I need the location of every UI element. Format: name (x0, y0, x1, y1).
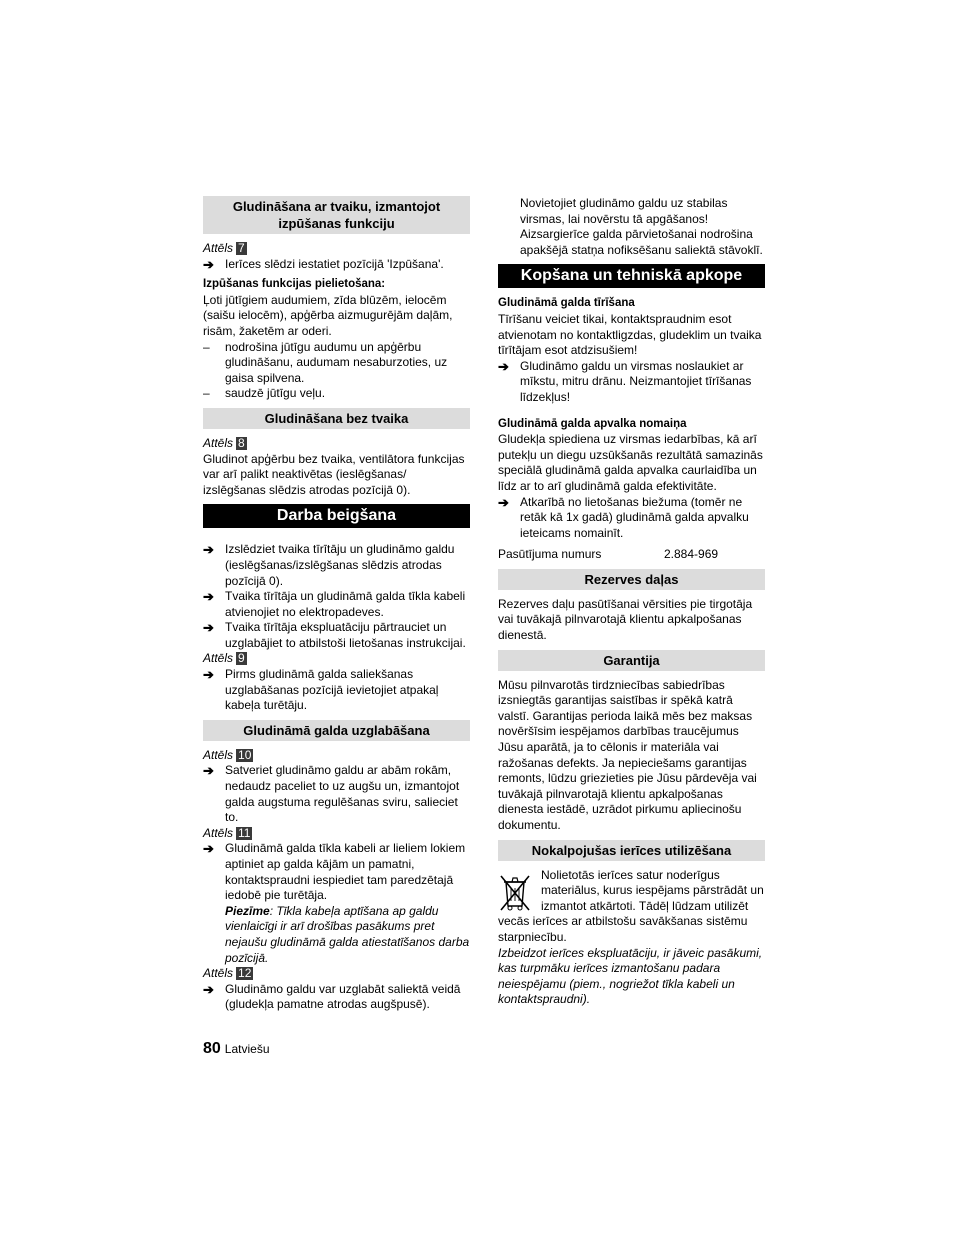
page-footer (203, 1040, 270, 1058)
figure-number: 9 (238, 651, 245, 666)
arrow-right-icon: ➔ (203, 589, 214, 605)
instruction-item: ➔ Izslēdziet tvaika tīrītāju un gludināmo galdu (ieslēgšanas/izslēgšanas slēdzis atrodas pozīcijā 0). (203, 542, 455, 588)
figure-ref-11: Attēls 11 (203, 825, 251, 840)
subheading-cover-replace: Gludināmā galda apvalka nomaiņa (498, 417, 687, 430)
order-value: 2.884-969 (664, 547, 719, 562)
figure-number: 7 (238, 241, 245, 255)
paragraph: Aizsargierīce galda pārvietošanai nodrošina apakšējā statņa nofiksēšanu saliektā stāvoklī. (520, 227, 763, 257)
instruction-item: ➔ Gludināmā galda tīkla kabeli ar lieliem lokiem aptiniet ap galda kājām un pamatni, kontaktspraudni iespiediet tam paredzētajā iedobē pie turētāja. (203, 841, 466, 903)
paragraph: Mūsu pilnvarotās tirdzniecības sabiedrības izsniegtās garantijas saistības ir spēkā katrā valstī. Garantijas perioda laikā mēs bez maksas novēršīsim iespējamos darbības traucējumus Jūsu aparātā, ja to cēlonis ir materiāla vai ražošanas defekts. Ja nepieciešams garantijas remonts, lūdzu griezieties pie Jūsu pārdevēja vai tuvākajā pilnvarotajā klientu apkalpošanas dienesta iestādē, uzrādot pirkumu apliecinošu dokumentu. (498, 677, 757, 832)
paragraph: Nolietotās ierīces satur noderīgus materiālus, kurus iespējams pārstrādāt un izmantot atkārtoti. Tādēļ lūdzam utilizēt vecās ierīces ar atbilstošu savākšanas sistēmu starpniecību. (498, 867, 764, 944)
figure-ref-12: Attēls 12 (203, 966, 252, 981)
crossed-bin-icon (498, 872, 532, 912)
arrow-right-icon: ➔ (203, 667, 214, 683)
figure-ref-8: Attēls 8 (203, 435, 245, 450)
instruction-item: ➔ Ierīces slēdzi iestatiet pozīcijā 'Izpūšana'. (203, 256, 444, 272)
note: Piezīme: Tīkla kabeļa aptīšana ap galdu vienlaicīgi ir arī drošības pasākums pret nejaušu gludināmā galda atiestatīšanos darba pozīcijā. (225, 903, 470, 965)
disposal-block (498, 868, 765, 946)
order-number-row (498, 547, 765, 563)
note-label: Piezīme (225, 903, 270, 918)
paragraph: Tīrīšanu veiciet tikai, kontaktspraudnim esot atvienotam no kontaktligzdas, gludeklim un tvaika tīrītājam esot atdzisušiem! (498, 311, 762, 358)
section-heading-disposal: Nokalpojušas ierīces utilizēšana (498, 840, 765, 861)
section-heading-steam-blow: Gludināšana ar tvaiku, izmantojot izpūšanas funkciju (203, 196, 470, 234)
figure-number: 10 (238, 747, 252, 762)
arrow-right-icon: ➔ (203, 256, 214, 272)
arrow-right-icon: ➔ (203, 542, 214, 558)
arrow-right-icon: ➔ (203, 841, 214, 857)
arrow-right-icon: ➔ (203, 981, 214, 997)
language-label: Latviešu (224, 1042, 270, 1056)
section-heading-no-steam: Gludināšana bez tvaika (203, 408, 470, 429)
section-heading-spare-parts: Rezerves daļas (498, 569, 765, 590)
paragraph: Izbeidzot ierīces ekspluatāciju, ir jāveic pasākumi, kas turpmāku ierīces izmantošanu padara neiespējamu (piem., nogriežot tīkla kabeli un kontaktspraudni). (498, 945, 763, 1007)
dash-list-item: – nodrošina jūtīgu audumu un apģērbu gludināšanu, audumam nesaburzoties, uz gaisa spilvena. (203, 339, 448, 385)
paragraph: Gludinot apģērbu bez tvaika, ventilātora funkcijas var arī palikt neaktivētas (ieslēgšanas/ izslēgšanas slēdzis atrodas pozīcijā 0). (203, 451, 465, 497)
paragraph: Rezerves daļu pasūtīšanai vērsities pie tirgotāja vai tuvākajā pilnvarotajā klientu apkalpošanas dienestā. (498, 596, 753, 643)
arrow-right-icon: ➔ (203, 620, 214, 636)
paragraph: Gludekļa spiediena uz virsmas iedarbības, kā arī putekļu un diegu uzsūkšanās rezultātā samazinās speciālā gludināmā galda apvalka caurlaidība un līdz ar to arī gludināmā galda efektivitāte. (498, 432, 763, 493)
instruction-item: ➔ Satveriet gludināmo galdu ar abām rokām, nedaudz paceliet to uz augšu un, izmantojot galda augstuma regulēšanas sviru, salieciet to. (203, 763, 460, 825)
section-heading-storage: Gludināmā galda uzglabāšana (203, 720, 470, 741)
dash-list-item: – saudzē jūtīgu veļu. (203, 386, 326, 401)
arrow-right-icon: ➔ (498, 494, 509, 510)
figure-number: 12 (238, 966, 252, 981)
section-heading-warranty: Garantija (498, 650, 765, 671)
figure-ref-7: Attēls 7 (203, 241, 245, 255)
arrow-right-icon: ➔ (498, 358, 509, 374)
subheading-cleaning: Gludināmā galda tīrīšana (498, 297, 635, 310)
paragraph: Ļoti jūtīgiem audumiem, zīda blūzēm, ielocēm (saišu ielocēm), apģērba aizmugurējām daļām, risām, žaketēm ar oderi. (203, 292, 453, 338)
figure-ref-9: Attēls 9 (203, 651, 245, 666)
figure-number: 8 (238, 435, 245, 450)
instruction-item: ➔ Tvaika tīrītāja ekspluatāciju pārtrauciet un uzglabājiet to atbilstoši lietošanas instrukcijai. (203, 620, 466, 650)
chapter-heading-maintenance: Kopšana un tehniskā apkope (498, 264, 765, 288)
left-column (203, 196, 470, 1013)
order-label: Pasūtījuma numurs (498, 547, 602, 562)
instruction-item: ➔ Gludināmo galdu un virsmas noslaukiet ar mīkstu, mitru drānu. Neizmantojiet tīrīšanas līdzekļus! (498, 358, 752, 404)
page-number: 80 (203, 1040, 221, 1057)
figure-ref-10: Attēls 10 (203, 747, 252, 762)
figure-number: 11 (238, 825, 251, 840)
paragraph: Novietojiet gludināmo galdu uz stabilas virsmas, lai novērstu tā apgāšanos! (520, 196, 728, 226)
instruction-item: ➔ Tvaika tīrītāja un gludināmā galda tīkla kabeli atvienojiet no elektropadeves. (203, 589, 466, 619)
subheading-blow-use: Izpūšanas funkcijas pielietošana: (203, 278, 386, 291)
arrow-right-icon: ➔ (203, 763, 214, 779)
instruction-item: ➔ Atkarībā no lietošanas biežuma (tomēr ne retāk kā 1x gadā) gludināmā galda apvalku ieteicams nomainīt. (498, 494, 749, 540)
chapter-heading-finish: Darba beigšana (203, 504, 470, 528)
right-column (498, 196, 765, 1008)
instruction-item: ➔ Pirms gludināmā galda saliekšanas uzglabāšanas pozīcijā ievietojiet atpakaļ kabeļa turētāju. (203, 667, 439, 713)
instruction-item: ➔ Gludināmo galdu var uzglabāt saliektā veidā (gludekļa pamatne atrodas augšpusē). (203, 981, 461, 1012)
